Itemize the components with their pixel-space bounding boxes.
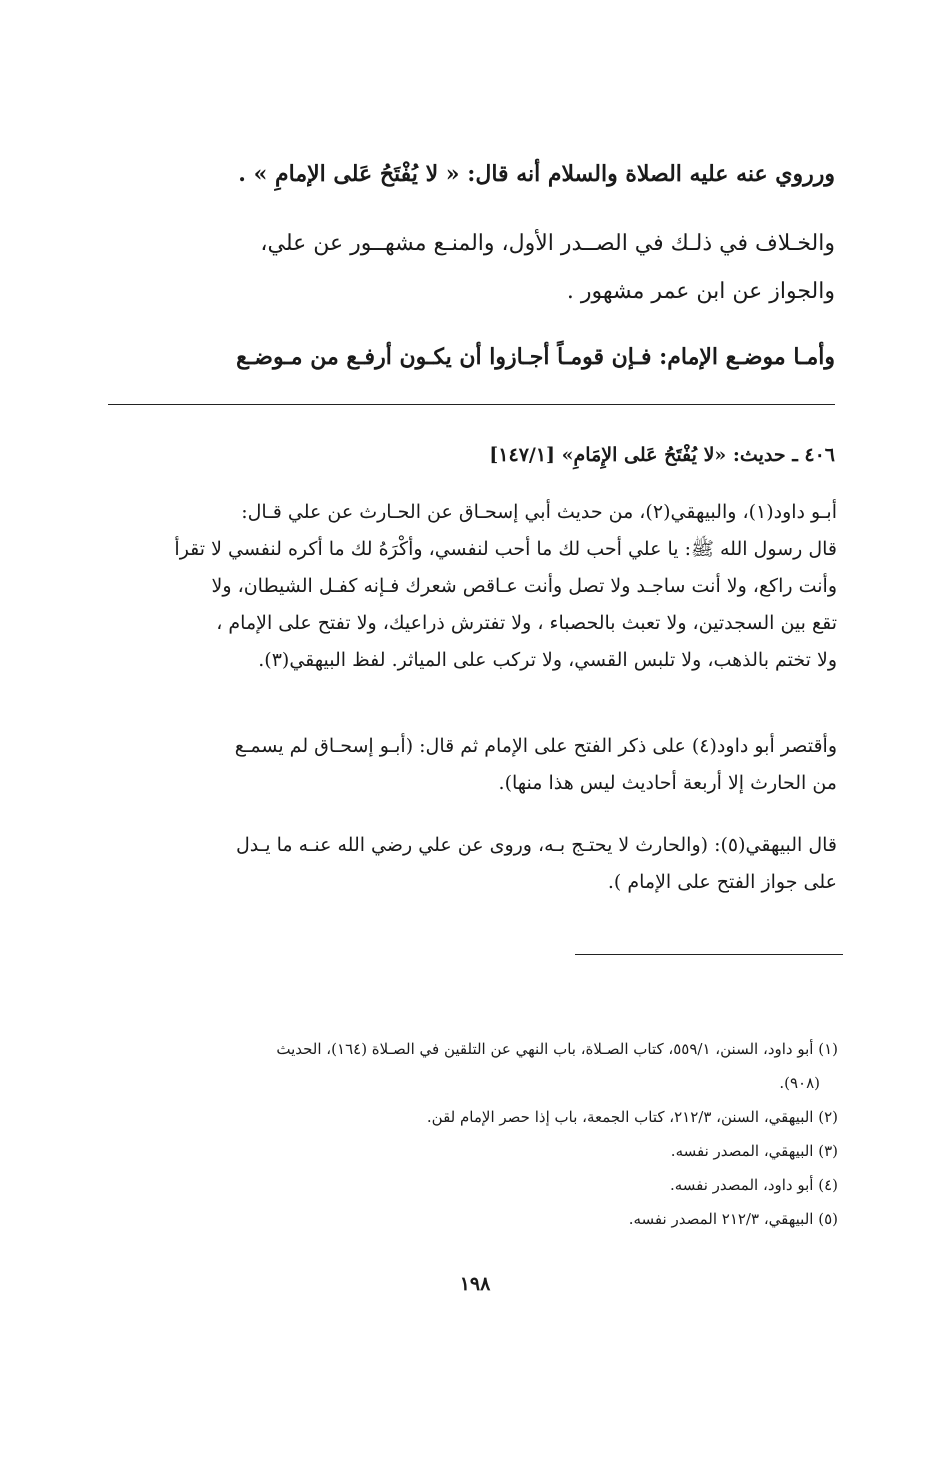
hadith-title: ٤٠٦ ـ حديث: «لا يُفْتَحُ عَلى الإِمَامِ» [١٤٧/١] — [489, 444, 835, 466]
section-divider — [108, 404, 835, 405]
footnote-divider — [575, 954, 843, 955]
para1-line: أبـو داود(١)، والبيهقي(٢)، من حديث أبي إسحـاق عن الحـارث عن علي قـال: — [241, 501, 837, 523]
footnotes — [108, 1032, 838, 1236]
para1-line: ولا تختم بالذهب، ولا تلبس القسي، ولا تركب على المياثر. لفظ البيهقي(٣). — [258, 649, 837, 671]
para1-line: تقع بين السجدتين، ولا تعبث بالحصباء ، ولا تفترش ذراعيك، ولا تفتح على الإمام ، — [216, 612, 837, 634]
main-line-2: والخـلاف في ذلـك في الصــدر الأول، والمنـع مشهــور عن علي، — [260, 231, 835, 256]
footnote-item: (٤) أبو داود، المصدر نفسه. — [669, 1176, 838, 1194]
footnote-item: (١) أبو داود، السنن، ٥٥٩/١، كتاب الصـلاة، باب النهي عن التلقين في الصـلاة (١٦٤)، الحديث — [276, 1040, 838, 1058]
hadith-paragraph-1 — [112, 494, 837, 679]
footnote-item: (٩٠٨). — [779, 1074, 820, 1092]
footnote-item: (٢) البيهقي، السنن، ٢١٢/٣، كتاب الجمعة، باب إذا حصر الإمام لقن. — [426, 1108, 838, 1126]
main-line-4: وأمـا موضـع الإمام: فـإن قومـاً أجـازوا أن يكـون أرفـع من مـوضـع — [236, 344, 835, 370]
footnote-item: (٣) البيهقي، المصدر نفسه. — [670, 1142, 838, 1160]
para3-line: على جواز الفتح على الإمام ). — [607, 871, 837, 893]
main-line-3: والجواز عن ابن عمر مشهور . — [566, 279, 835, 304]
hadith-paragraph-3 — [112, 827, 837, 901]
main-text — [110, 150, 835, 198]
main-line-1: ورروي عنه عليه الصلاة والسلام أنه قال: « لا يُفْتَحُ عَلى الإمامِ » . — [238, 161, 835, 187]
para2-line: من الحارث إلا أربعة أحاديث ليس هذا منها). — [498, 772, 837, 794]
para2-line: وأقتصر أبو داود(٤) على ذكر الفتح على الإمام ثم قال: (أبـو إسحـاق لم يسمـع — [234, 735, 837, 757]
main-text-3 — [110, 333, 835, 381]
para3-line: قال البيهقي(٥): (والحارث لا يحتـج بـه، وروى عن علي رضي الله عنـه ما يـدل — [235, 834, 837, 856]
footnote-item: (٥) البيهقي، ٢١٢/٣ المصدر نفسه. — [628, 1210, 838, 1228]
hadith-paragraph-2 — [112, 728, 837, 802]
para1-line: وأنت راكع، ولا أنت ساجـد ولا تصل وأنت عـاقص شعرك فـإنه كفـل الشيطان، ولا — [211, 575, 837, 597]
page-number: ١٩٨ — [459, 1273, 491, 1295]
main-text-2 — [110, 220, 835, 316]
para1-line: قال رسول الله ﷺ: يا علي أحب لك ما أحب لنفسي، وأكْرَهُ لك ما أكره لنفسي لا تقرأ — [174, 538, 837, 560]
